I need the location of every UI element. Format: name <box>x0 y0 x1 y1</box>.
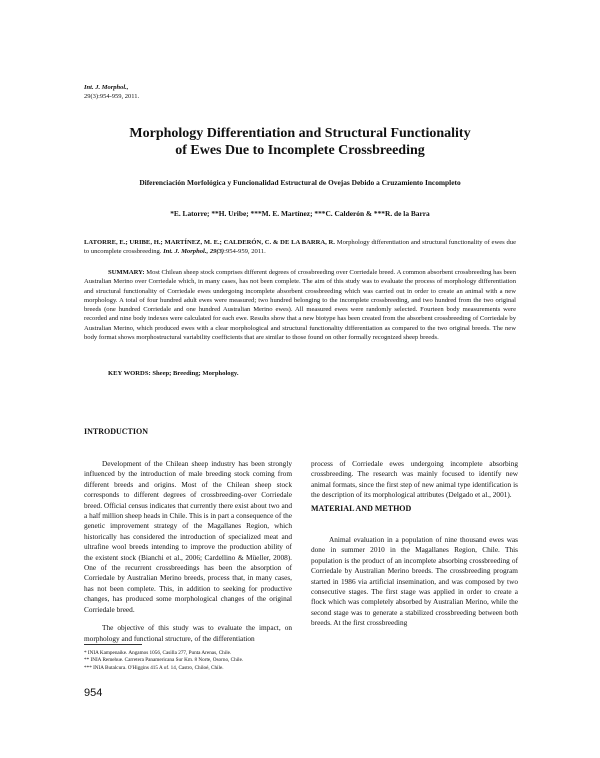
citation-pages: :954-959, 2011. <box>224 248 266 256</box>
citation-text: Morphology differentiation and structural functionality of ewes due to uncomplete crossbreeding. <box>84 239 517 256</box>
footnote-1: * INIA Kampenaike. Angamos 1056, Casilla 277, Punta Arenas, Chile. <box>84 650 232 656</box>
summary-text: Most Chilean sheep stock comprises different degrees of crossbreeding over Corriedale breed. A common absorbent crossbreeding has been Australian Merino over Corriedale which, in many cases, has not been complete. The aim of this study was to evaluate the process of morphology differentiation and structural functionality of Corriedale ewes undergoing incomplete absorbent crossbreeding which was carried out in order to create an animal with a new morphology. A total of four hundred adult ewes were measured; two hundred belonging to the incomplete crossbreeding, and two hundred from the two original breeds (one hundred Corriedale and one hundred Australian Merino ewes). All measured ewes were randomly selected. Fourteen body measurements were recorded and nine body indexes were calculated for each ewe. Results show that a new biotype has been created from the absorbent crossbreeding of Corriedale by Australian Merino, which produced ewes with a clear morphological and structural functionality differentiation as compared to the two original breeds. The new body format shows morphostructural variability coefficients that are similar to those found on other formally recognized sheep breeds. <box>84 269 516 342</box>
citation <box>84 238 516 257</box>
left-column <box>84 459 292 644</box>
spanish-subtitle: Diferenciación Morfológica y Funcionalidad Estructural de Ovejas Debido a Cruzamiento Incompleto <box>139 178 461 187</box>
method-paragraph-1: Animal evaluation in a population of nine thousand ewes was done in summer 2010 in the Magallanes Region, Chile. This population is the product of an incomplete absorbing crossbreeding of Corriedale by Australian Merino breeds. The crossbreeding program started in 1986 via artificial insemination, and was composed by two consecutive stages. The first stage was applied in order to create a flock which was completely absorbed by Australian Merino, while the second stage was to generate a stabilized crossbreeding between both breeds. At the first crossbreeding <box>311 535 518 628</box>
affiliation-footnotes <box>84 650 243 672</box>
author-list: *E. Latorre; **H. Uribe; ***M. E. Martínez; ***C. Calderón & ***R. de la Barra <box>170 209 430 218</box>
introduction-heading: INTRODUCTION <box>84 427 149 436</box>
paper-title <box>60 125 540 159</box>
title-line-1: Morphology Differentiation and Structural Functionality <box>129 126 471 141</box>
page-number: 954 <box>84 687 103 699</box>
citation-journal: Int. J. Morphol., 29(3) <box>163 248 225 256</box>
summary-abstract <box>84 268 516 342</box>
title-line-2: of Ewes Due to Incomplete Crossbreeding <box>175 143 425 158</box>
material-method-heading: MATERIAL AND METHOD <box>311 504 412 513</box>
right-column-top <box>311 459 518 501</box>
intro-paragraph-1: Development of the Chilean sheep industry has been strongly influenced by the introduction of male breeding stock coming from different breeds and origins. Most of the Chilean sheep stock corresponds to different degrees of crossbreeding-over Corriedale breed. Official census indicates that currently there exist about two and a half million sheep heads in Chile. This is in part a consequence of the genetic improvement strategy of the Magallanes Region, which historically has considered the introduction of specialized meat and ultrafine wool breeds intending to improve the production ability of the existent stock (Bianchi et al., 2006; Cardellino & Müeller, 2008). One of the recurrent crossbreedings has been the absorption of Corriedale by Australian Merino breeds, process that, in many cases, has not been complete. This, in addition to seeking for productive changes, has produced some morphological changes of the original Corriedale breed. <box>84 459 292 614</box>
intro-paragraph-continued: process of Corriedale ewes undergoing incomplete absorbing crossbreeding. The research was mainly focused to identify new animal formats, since the first step of new animal type identification is the description of its morphological attributes (Delgado et al., 2001). <box>311 459 518 500</box>
journal-volume-pages: 29(3):954-959, 2011. <box>84 93 140 100</box>
intro-paragraph-2: The objective of this study was to evaluate the impact, on morphology and functional structure, of the differentiation <box>84 623 292 643</box>
journal-header <box>84 83 139 101</box>
footnote-2: ** INIA Remehue. Carretera Panamericana Sur Km. 8 Norte, Osorno, Chile. <box>84 657 244 664</box>
summary-label: SUMMARY: <box>108 269 145 276</box>
footnote-divider <box>84 644 142 645</box>
journal-name: Int. J. Morphol., <box>84 84 129 91</box>
citation-authors: LATORRE, E.; URIBE, H.; MARTÍNEZ, M. E.; CALDERÓN, C. & DE LA BARRA, R. <box>84 239 335 246</box>
keywords: KEY WORDS: Sheep; Breeding; Morphology. <box>108 370 239 377</box>
right-column-bottom <box>311 535 518 629</box>
footnote-3: *** INIA Butalcura. O'Higgins 415 A of. 14, Castro, Chiloé, Chile. <box>84 664 224 671</box>
